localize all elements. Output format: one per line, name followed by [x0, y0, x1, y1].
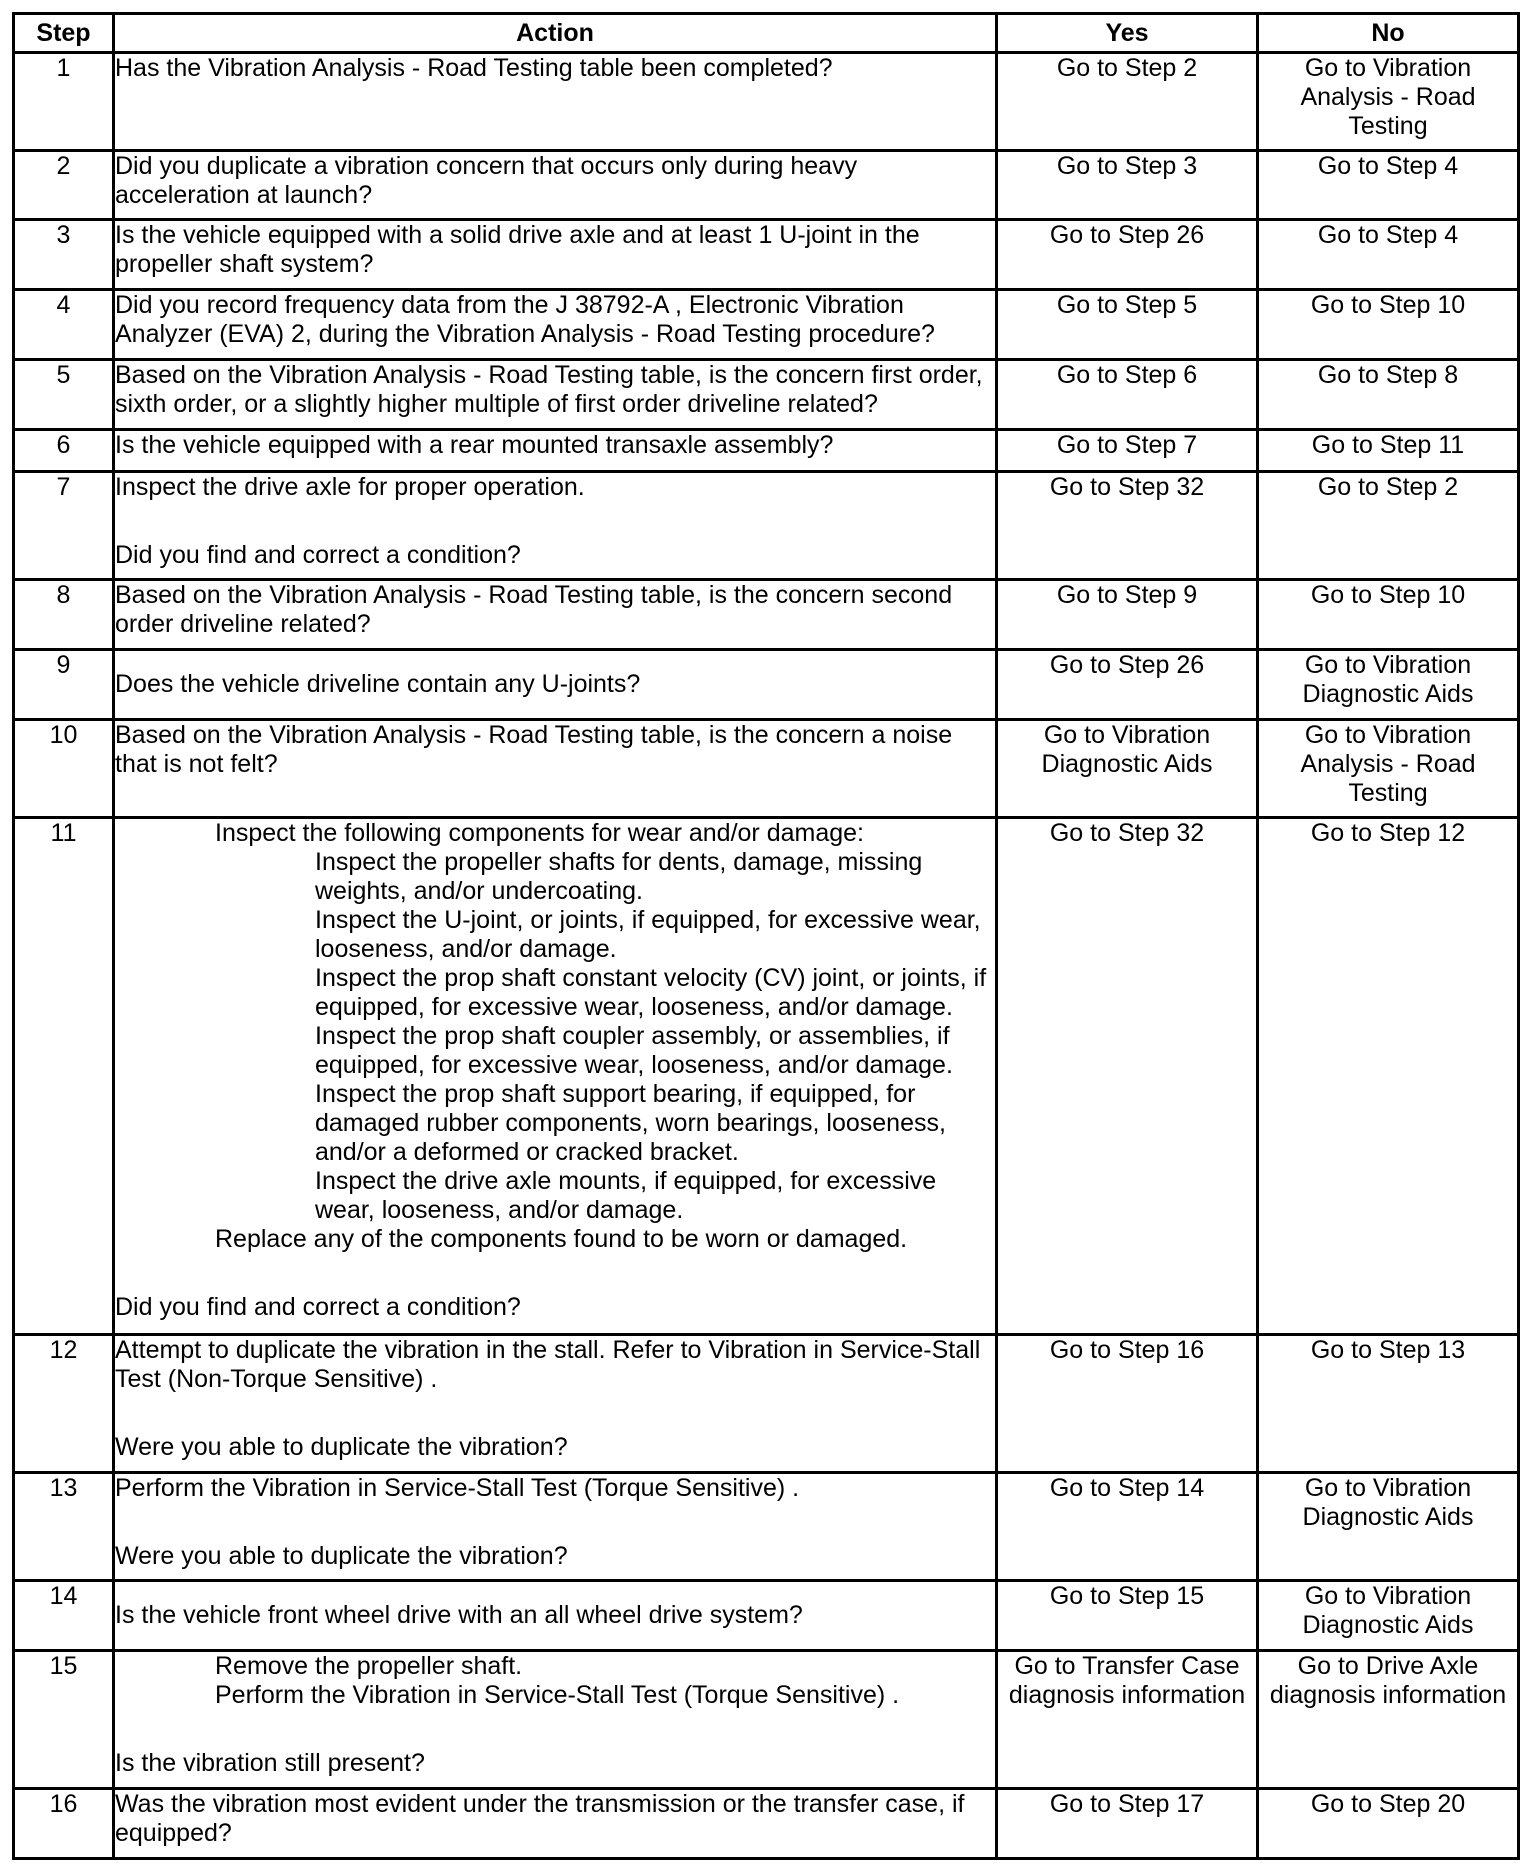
no-link[interactable]: Go to Step 4 — [1258, 220, 1519, 290]
action-cell — [114, 360, 997, 430]
question-text: Based on the Vibration Analysis - Road Testing table, is the concern a noise that is not felt? — [115, 721, 953, 778]
step-number: 6 — [14, 430, 114, 472]
header-action: Action — [114, 14, 997, 53]
question-text: Did you find and correct a condition? — [115, 1293, 521, 1321]
step-number: 5 — [14, 360, 114, 430]
question-text: Is the vibration still present? — [115, 1749, 425, 1777]
no-link[interactable]: Go to Step 13 — [1258, 1335, 1519, 1473]
instruction-text: Perform the Vibration in Service-Stall Test (Torque Sensitive) . — [115, 1474, 800, 1502]
list-lead: Inspect the following components for wear and/or damage: — [215, 819, 864, 847]
yes-link[interactable]: Go to Step 7 — [997, 430, 1258, 472]
list-item: Inspect the propeller shafts for dents, damage, missing weights, and/or undercoating. — [315, 848, 923, 905]
action-cell — [114, 430, 997, 472]
no-link[interactable]: Go to Vibration Diagnostic Aids — [1258, 1581, 1519, 1651]
yes-link[interactable]: Go to Step 14 — [997, 1473, 1258, 1581]
step-number: 2 — [14, 151, 114, 220]
yes-link[interactable]: Go to Step 16 — [997, 1335, 1258, 1473]
action-cell — [114, 151, 997, 220]
question-text: Did you find and correct a condition? — [115, 541, 521, 569]
table-row — [14, 580, 1519, 650]
step-number: 16 — [14, 1789, 114, 1859]
list-item: Remove the propeller shaft. — [215, 1652, 523, 1680]
instruction-text: Attempt to duplicate the vibration in the stall. Refer to Vibration in Service-Stall Test (Non-Torque Sensitive) . — [115, 1336, 981, 1393]
no-link[interactable]: Go to Drive Axle diagnosis information — [1258, 1651, 1519, 1789]
question-text: Were you able to duplicate the vibration? — [115, 1433, 568, 1461]
action-cell — [114, 818, 997, 1335]
list-tail: Replace any of the components found to be worn or damaged. — [215, 1225, 908, 1253]
action-cell — [114, 1581, 997, 1651]
yes-link[interactable]: Go to Step 17 — [997, 1789, 1258, 1859]
action-cell — [114, 53, 997, 151]
question-text: Did you record frequency data from the J 38792-A , Electronic Vibration Analyzer (EVA) 2, during the Vibration Analysis - Road Testing procedure? — [115, 291, 935, 348]
yes-link[interactable]: Go to Step 5 — [997, 290, 1258, 360]
yes-link[interactable]: Go to Step 3 — [997, 151, 1258, 220]
list-item: Inspect the prop shaft constant velocity (CV) joint, or joints, if equipped, for excessive wear, looseness, and/or damage. — [315, 964, 987, 1021]
question-text: Were you able to duplicate the vibration? — [115, 1542, 568, 1570]
no-link[interactable]: Go to Step 2 — [1258, 472, 1519, 580]
step-number: 12 — [14, 1335, 114, 1473]
diagnostic-table — [12, 12, 1520, 1860]
list-item: Perform the Vibration in Service-Stall Test (Torque Sensitive) . — [215, 1681, 900, 1709]
yes-link[interactable]: Go to Step 2 — [997, 53, 1258, 151]
yes-link[interactable]: Go to Transfer Case diagnosis information — [997, 1651, 1258, 1789]
table-row — [14, 650, 1519, 720]
yes-link[interactable]: Go to Step 9 — [997, 580, 1258, 650]
list-item: Inspect the prop shaft support bearing, if equipped, for damaged rubber components, worn bearings, looseness, and/or a deformed or cracked bracket. — [315, 1080, 946, 1166]
instruction-text: Inspect the drive axle for proper operation. — [115, 473, 585, 501]
step-number: 1 — [14, 53, 114, 151]
table-row — [14, 53, 1519, 151]
table-row — [14, 1651, 1519, 1789]
step-number: 7 — [14, 472, 114, 580]
table-row — [14, 1473, 1519, 1581]
step-number: 10 — [14, 720, 114, 818]
list-item: Inspect the drive axle mounts, if equipped, for excessive wear, looseness, and/or damage. — [315, 1167, 937, 1224]
action-cell — [114, 1335, 997, 1473]
no-link[interactable]: Go to Step 10 — [1258, 580, 1519, 650]
yes-link[interactable]: Go to Step 26 — [997, 650, 1258, 720]
no-link[interactable]: Go to Step 10 — [1258, 290, 1519, 360]
yes-link[interactable]: Go to Vibration Diagnostic Aids — [997, 720, 1258, 818]
header-no: No — [1258, 14, 1519, 53]
yes-link[interactable]: Go to Step 6 — [997, 360, 1258, 430]
table-row — [14, 1789, 1519, 1859]
list-item: Inspect the U-joint, or joints, if equipped, for excessive wear, looseness, and/or damage. — [315, 906, 981, 963]
step-number: 8 — [14, 580, 114, 650]
no-link[interactable]: Go to Vibration Diagnostic Aids — [1258, 650, 1519, 720]
question-text: Based on the Vibration Analysis - Road Testing table, is the concern second order driveline related? — [115, 581, 953, 638]
question-text: Did you duplicate a vibration concern that occurs only during heavy acceleration at launch? — [115, 152, 858, 209]
question-text: Is the vehicle equipped with a solid drive axle and at least 1 U-joint in the propeller shaft system? — [115, 221, 920, 278]
table-row — [14, 430, 1519, 472]
list-item: Inspect the prop shaft coupler assembly, or assemblies, if equipped, for excessive wear, looseness, and/or damage. — [315, 1022, 953, 1079]
action-cell — [114, 1789, 997, 1859]
action-cell — [114, 1473, 997, 1581]
no-link[interactable]: Go to Step 11 — [1258, 430, 1519, 472]
step-number: 14 — [14, 1581, 114, 1651]
question-text: Does the vehicle driveline contain any U-joints? — [115, 670, 641, 698]
no-link[interactable]: Go to Vibration Diagnostic Aids — [1258, 1473, 1519, 1581]
table-row — [14, 472, 1519, 580]
no-link[interactable]: Go to Step 20 — [1258, 1789, 1519, 1859]
header-row — [14, 14, 1519, 53]
header-yes: Yes — [997, 14, 1258, 53]
action-cell — [114, 650, 997, 720]
step-number: 13 — [14, 1473, 114, 1581]
action-cell — [114, 472, 997, 580]
step-number: 15 — [14, 1651, 114, 1789]
question-text: Based on the Vibration Analysis - Road Testing table, is the concern first order, sixth order, or a slightly higher multiple of first order driveline related? — [115, 361, 983, 418]
question-text: Was the vibration most evident under the transmission or the transfer case, if equipped? — [115, 1790, 965, 1847]
action-cell — [114, 220, 997, 290]
question-text: Has the Vibration Analysis - Road Testing table been completed? — [115, 54, 833, 82]
question-text: Is the vehicle equipped with a rear mounted transaxle assembly? — [115, 431, 834, 459]
yes-link[interactable]: Go to Step 26 — [997, 220, 1258, 290]
table-row — [14, 290, 1519, 360]
step-number: 11 — [14, 818, 114, 1335]
yes-link[interactable]: Go to Step 15 — [997, 1581, 1258, 1651]
no-link[interactable]: Go to Step 8 — [1258, 360, 1519, 430]
action-cell — [114, 580, 997, 650]
table-row — [14, 818, 1519, 1335]
action-cell — [114, 1651, 997, 1789]
table-row — [14, 151, 1519, 220]
no-link[interactable]: Go to Vibration Analysis - Road Testing — [1258, 720, 1519, 818]
inspection-list — [115, 819, 995, 1254]
question-text: Is the vehicle front wheel drive with an all wheel drive system? — [115, 1601, 803, 1629]
header-step: Step — [14, 14, 114, 53]
action-cell — [114, 720, 997, 818]
no-link[interactable]: Go to Step 4 — [1258, 151, 1519, 220]
no-link[interactable]: Go to Step 12 — [1258, 818, 1519, 1335]
table-row — [14, 220, 1519, 290]
no-link[interactable]: Go to Vibration Analysis - Road Testing — [1258, 53, 1519, 151]
step-number: 4 — [14, 290, 114, 360]
step-number: 3 — [14, 220, 114, 290]
step-number: 9 — [14, 650, 114, 720]
table-row — [14, 1335, 1519, 1473]
table-row — [14, 360, 1519, 430]
action-cell — [114, 290, 997, 360]
procedure-list — [115, 1652, 995, 1710]
table-row — [14, 1581, 1519, 1651]
yes-link[interactable]: Go to Step 32 — [997, 818, 1258, 1335]
yes-link[interactable]: Go to Step 32 — [997, 472, 1258, 580]
table-row — [14, 720, 1519, 818]
